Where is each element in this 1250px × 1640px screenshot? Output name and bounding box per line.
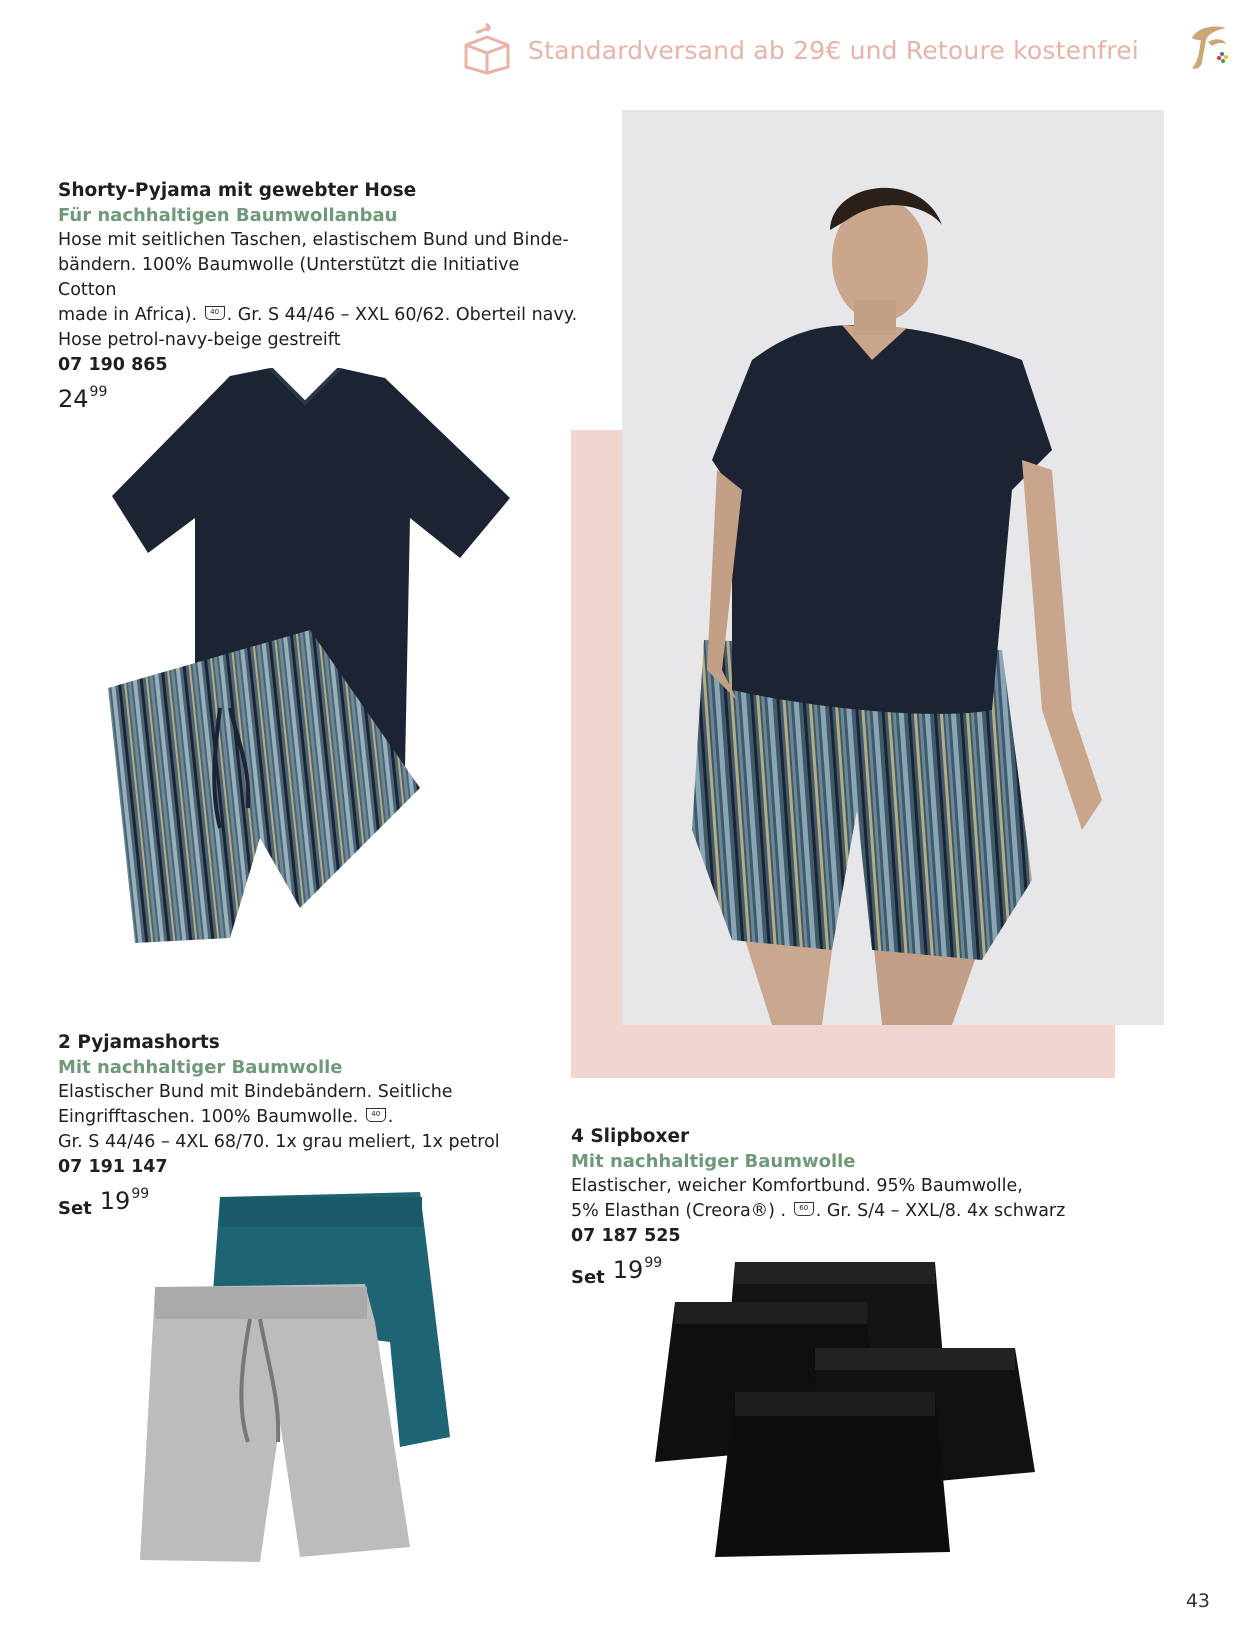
product-title: 2 Pyjamashorts (58, 1032, 220, 1053)
product-subtitle: Für nachhaltigen Baumwollanbau (58, 205, 398, 226)
wash-care-icon: 40 (366, 1108, 386, 1122)
product-description (58, 1080, 578, 1155)
description-part-1: Hose mit seitlichen Taschen, elastischem Bund und Binde- bändern. 100% Baumwolle (Unterstützt die Initiative Cotton made in Africa). (58, 230, 569, 325)
wash-care-icon: 60 (794, 1202, 814, 1216)
product-title: 4 Slipboxer (571, 1126, 690, 1147)
description-part-1: Elastischer, weicher Komfortbund. 95% Baumwolle, 5% Elasthan (Creora®) . (571, 1176, 1023, 1221)
description-part-2: . Gr. S/4 – XXL/8. 4x schwarz (815, 1201, 1066, 1221)
set-label: Set (58, 1198, 92, 1219)
article-number: 07 187 525 (571, 1226, 681, 1246)
wash-care-icon: 40 (205, 306, 225, 320)
article-number: 07 191 147 (58, 1157, 168, 1177)
product-description (571, 1174, 1171, 1224)
model-photo (622, 110, 1164, 1025)
shipping-banner (460, 22, 1230, 78)
pyjamashorts-product-image (130, 1192, 470, 1572)
product-subtitle: Mit nachhaltiger Baumwolle (571, 1151, 856, 1172)
product-title: Shorty-Pyjama mit gewebter Hose (58, 180, 417, 201)
pyjama-product-image (100, 368, 520, 948)
page-number: 43 (1185, 1590, 1210, 1612)
price-cent: 99 (131, 1186, 150, 1202)
price-cent: 99 (644, 1255, 663, 1271)
set-label: Set (571, 1267, 605, 1288)
shipping-banner-text: Standardversand ab 29€ und Retoure kostenfrei (528, 35, 1139, 65)
slipboxer-product-image (645, 1262, 1045, 1562)
description-part-2: . Gr. S 44/46 – XXL 60/62. Oberteil navy. Hose petrol-navy-beige gestreift (58, 305, 578, 350)
package-return-icon (460, 23, 514, 77)
description-part-2: . Gr. S 44/46 – 4XL 68/70. 1x grau meliert, 1x petrol (58, 1107, 500, 1152)
price-cent: 99 (89, 384, 108, 400)
product-description (58, 228, 578, 353)
article-number: 07 190 865 (58, 355, 168, 375)
price-euro: 19 (99, 1187, 131, 1215)
price-euro: 24 (58, 385, 89, 413)
tchibo-logo-icon (1186, 22, 1230, 74)
product-subtitle: Mit nachhaltiger Baumwolle (58, 1057, 343, 1078)
price-euro: 19 (612, 1256, 644, 1284)
description-part-1: Elastischer Bund mit Bindebändern. Seitliche Eingrifftaschen. 100% Baumwolle. (58, 1082, 453, 1127)
